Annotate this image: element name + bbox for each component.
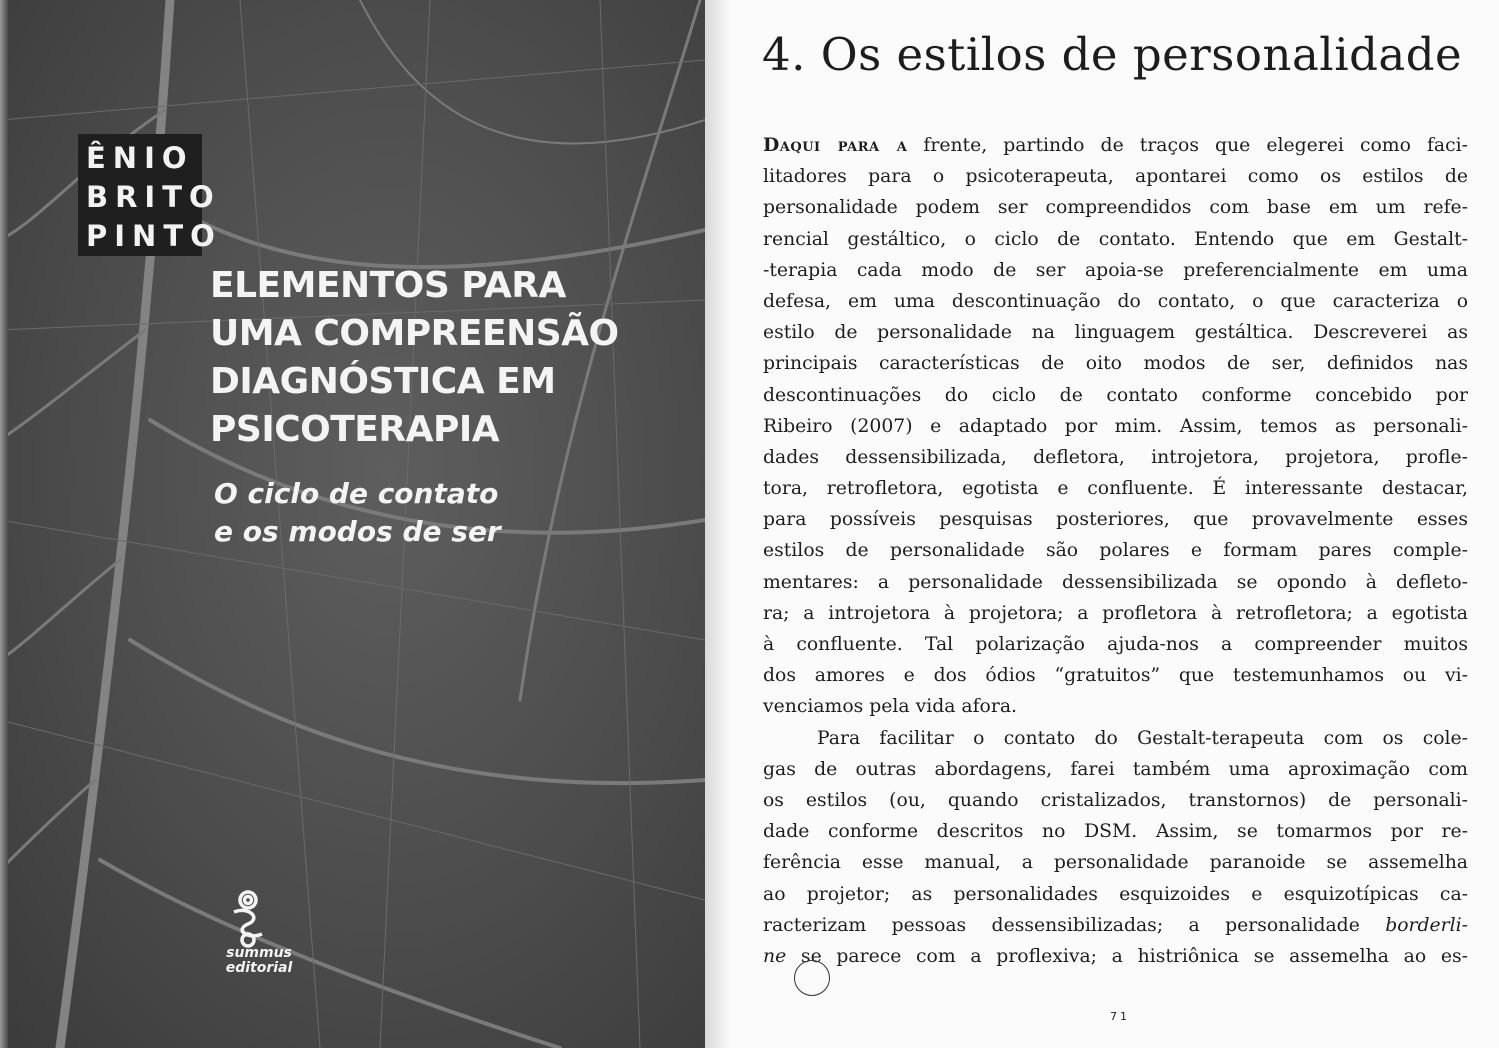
italic-term: borderli- [1385,914,1468,936]
chapter-title: 4. Os estilos de personalidade [762,28,1463,81]
text-line: Daqui para a frente, partindo de traços que elegerei como faci- [763,134,1468,156]
text-line: litadores para o psicoterapeuta, apontarei como os estilos de [763,166,1468,188]
page-number: 71 [1110,1010,1130,1023]
chapter-body-text [763,130,1468,972]
text-line: ne se parece com a proflexiva; a histriônica se assemelha ao es- [763,945,1468,967]
text-line: dos amores e dos ódios “gratuitos” que testemunhamos ou vi- [763,665,1468,687]
book-title-line-1: ELEMENTOS PARA [210,265,566,306]
text-line: rencial gestáltico, o ciclo de contato. Entendo que em Gestalt- [763,228,1468,250]
text-line: estilos de personalidade são polares e formam pares comple- [763,540,1468,562]
text-line: principais características de oito modos de ser, definidos nas [763,353,1468,375]
publisher-name-line-2: editorial [225,960,293,976]
text-line: descontinuações do ciclo de contato conforme concebido por [763,384,1468,406]
author-first-name: ÊNIO [86,141,194,175]
text-line: ferência esse manual, a personalidade paranoide se assemelha [763,852,1468,874]
text-line: Ribeiro (2007) e adaptado por mim. Assim, temos as personali- [763,415,1468,437]
text-line: Para facilitar o contato do Gestalt-terapeuta com os cole- [817,727,1468,749]
page-gutter-shadow [705,0,731,1048]
book-subtitle-line-2: e os modos de ser [214,515,501,548]
text-line: ao projetor; as personalidades esquizoides e esquizotípicas ca- [763,883,1468,905]
text-line: racterizam pessoas dessensibilizadas; a personalidade borderli- [763,914,1468,936]
author-last-name: PINTO [86,219,222,253]
text-line: venciamos pela vida afora. [763,696,1017,718]
text-line: à confluente. Tal polarização ajuda-nos a compreender muitos [763,634,1468,655]
cover-spine-edge [0,0,8,1048]
text-line: ra; a introjetora à projetora; a profletora à retrofletora; a egotista [763,602,1468,624]
text-line: estilo de personalidade na linguagem gestáltica. Descreverei as [763,322,1468,344]
text-line: defesa, em uma descontinuação do contato, o que caracteriza o [763,290,1468,312]
publisher-name-line-1: summus [226,945,292,961]
text-line: para possíveis pesquisas posteriores, que provavelmente esses [763,509,1468,531]
text-line: os estilos (ou, quando cristalizados, transtornos) de personali- [763,789,1468,811]
book-title-line-3: DIAGNÓSTICA EM [210,361,556,402]
book-title-line-2: UMA COMPREENSÃO [210,313,619,354]
text-line: dades dessensibilizada, defletora, introjetora, projetora, profle- [763,446,1468,468]
text-line: personalidade podem ser compreendidos com base em um refe- [763,197,1468,219]
text-line: dade conforme descritos no DSM. Assim, se tomarmos por re- [763,821,1468,843]
text-line: -terapia cada modo de ser apoia-se preferencialmente em uma [763,259,1468,281]
author-middle-name: BRITO [86,180,221,214]
handwritten-circle-annotation [794,960,830,996]
text-line: tora, retrofletora, egotista e confluente. É interessante destacar, [763,478,1468,500]
book-title-line-4: PSICOTERAPIA [210,409,500,450]
italic-term: ne [763,945,787,967]
lead-in-small-caps: Daqui para a [763,134,908,156]
publisher-logo-icon [226,888,270,950]
text-line: mentares: a personalidade dessensibilizada se opondo à defleto- [763,571,1468,593]
book-cover [0,0,705,1048]
book-subtitle-line-1: O ciclo de contato [214,477,499,510]
text-line: gas de outras abordagens, farei também uma aproximação com [763,758,1468,780]
